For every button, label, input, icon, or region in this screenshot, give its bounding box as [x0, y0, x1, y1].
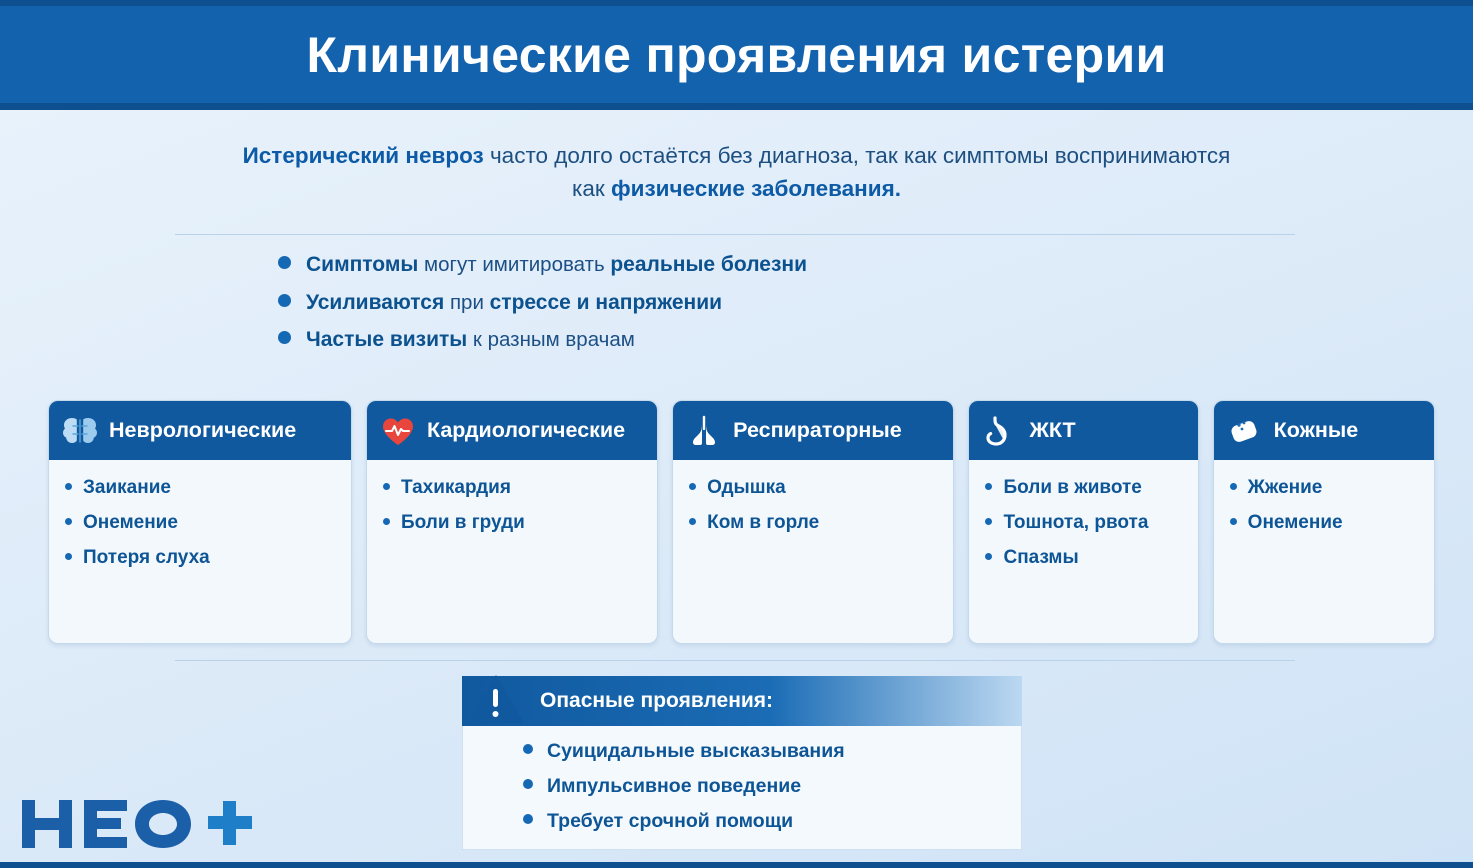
card-list-item — [689, 511, 939, 534]
danger-list-item — [523, 775, 1003, 798]
divider-bottom — [175, 660, 1295, 661]
stomach-icon — [981, 414, 1019, 448]
key-point-0-normal: могут имитировать — [418, 253, 611, 276]
intro-bold-term-2: физические заболевания. — [610, 175, 901, 201]
card-gastrointestinal — [968, 400, 1198, 644]
intro-line-1-rest: часто долго остаётся без диагноза, так как симптомы воспринимаются — [483, 143, 1231, 168]
danger-body — [462, 726, 1022, 850]
lungs-icon — [685, 414, 723, 448]
bullet-dot-icon — [278, 294, 291, 307]
card-item-label: Потеря слуха — [83, 547, 210, 569]
intro-line-1 — [120, 140, 1353, 173]
danger-item-label: Требует срочной помощи — [547, 810, 794, 832]
key-point-2-bold1: Частые визиты — [306, 328, 468, 352]
key-point-item — [278, 290, 1178, 316]
card-list-item — [65, 476, 337, 499]
card-body — [367, 460, 657, 643]
card-title: Неврологические — [109, 418, 297, 442]
intro-line-2 — [120, 173, 1353, 206]
bullet-dot-icon — [523, 744, 533, 754]
bullet-dot-icon — [523, 814, 533, 824]
card-item-label: Заикание — [83, 477, 171, 498]
bullet-dot-icon — [523, 779, 533, 789]
card-item-label: Ком в горле — [707, 512, 820, 534]
card-list-item — [383, 511, 643, 534]
card-item-label: Боли в груди — [400, 512, 525, 534]
skin-patch-icon — [1226, 414, 1264, 448]
bullet-dot-icon — [65, 553, 72, 560]
card-header — [969, 401, 1197, 460]
bullet-dot-icon — [65, 483, 72, 490]
danger-signs-box — [462, 676, 1022, 850]
card-cardiological — [366, 400, 658, 644]
key-point-1-normal: при — [444, 290, 490, 314]
bullet-dot-icon — [689, 483, 696, 490]
danger-list-item — [523, 740, 1003, 763]
bullet-dot-icon — [985, 553, 992, 560]
card-title: Кожные — [1273, 418, 1359, 442]
card-item-label: Спазмы — [1003, 547, 1079, 569]
divider-top — [175, 234, 1295, 235]
key-point-1-bold2: стрессе и напряжении — [489, 290, 723, 314]
card-item-label: Боли в животе — [1003, 477, 1142, 498]
card-body — [969, 460, 1197, 643]
bullet-dot-icon — [985, 483, 992, 490]
danger-list-item — [523, 810, 1003, 833]
card-title: Респираторные — [733, 418, 902, 442]
key-point-item — [278, 327, 1178, 353]
card-item-label: Одышка — [707, 477, 786, 498]
card-skin — [1213, 400, 1435, 644]
key-point-0-bold1: Симптомы — [306, 253, 419, 276]
card-list-item — [1230, 511, 1420, 534]
card-item-label: Тахикардия — [400, 477, 511, 498]
card-item-label: Жжение — [1247, 477, 1323, 498]
card-header — [49, 401, 351, 460]
card-body — [1214, 460, 1434, 643]
brain-icon — [61, 414, 99, 448]
card-body — [49, 460, 351, 643]
card-respiratory — [672, 400, 954, 644]
card-list-item — [65, 511, 337, 534]
bullet-dot-icon — [65, 518, 72, 525]
heart-pulse-icon — [379, 414, 417, 448]
bullet-dot-icon — [1230, 483, 1237, 490]
bullet-dot-icon — [985, 518, 992, 525]
brand-logo — [18, 792, 258, 856]
card-neurological — [48, 400, 352, 644]
bullet-dot-icon — [383, 518, 390, 525]
key-points-list — [278, 252, 1178, 365]
danger-header — [462, 676, 1022, 726]
danger-item-label: Суицидальные высказывания — [547, 740, 845, 762]
card-list-item — [985, 476, 1183, 499]
card-list-item — [985, 546, 1183, 569]
bullet-dot-icon — [278, 331, 291, 344]
key-point-0-bold2: реальные болезни — [610, 253, 807, 276]
page-title: Клинические проявления истерии — [306, 26, 1167, 83]
card-list-item — [383, 476, 643, 499]
bullet-dot-icon — [689, 518, 696, 525]
card-list-item — [985, 511, 1183, 534]
warning-exclamation-icon — [462, 673, 534, 729]
intro-line-2-rest: как — [572, 175, 611, 201]
card-header — [673, 401, 953, 460]
card-item-label: Тошнота, рвота — [1003, 512, 1149, 534]
card-header — [1214, 401, 1434, 460]
card-header — [367, 401, 657, 460]
key-point-item — [278, 252, 1178, 278]
card-body — [673, 460, 953, 643]
intro-paragraph — [120, 140, 1353, 205]
card-item-label: Онемение — [83, 512, 178, 534]
danger-item-label: Импульсивное поведение — [547, 775, 802, 797]
symptom-category-cards — [48, 400, 1435, 644]
page-header — [0, 0, 1473, 110]
bullet-dot-icon — [383, 483, 390, 490]
card-item-label: Онемение — [1247, 512, 1343, 534]
card-list-item — [689, 476, 939, 499]
key-point-2-normal: к разным врачам — [467, 328, 635, 352]
danger-title: Опасные проявления: — [540, 689, 774, 712]
bullet-dot-icon — [278, 256, 291, 269]
card-title: ЖКТ — [1029, 418, 1076, 442]
card-list-item — [1230, 476, 1420, 499]
card-title: Кардиологические — [426, 418, 626, 442]
key-point-1-bold1: Усиливаются — [306, 290, 445, 314]
card-list-item — [65, 546, 337, 569]
bullet-dot-icon — [1230, 518, 1237, 525]
footer-band — [0, 862, 1473, 868]
intro-bold-term: Истерический невроз — [242, 143, 484, 168]
